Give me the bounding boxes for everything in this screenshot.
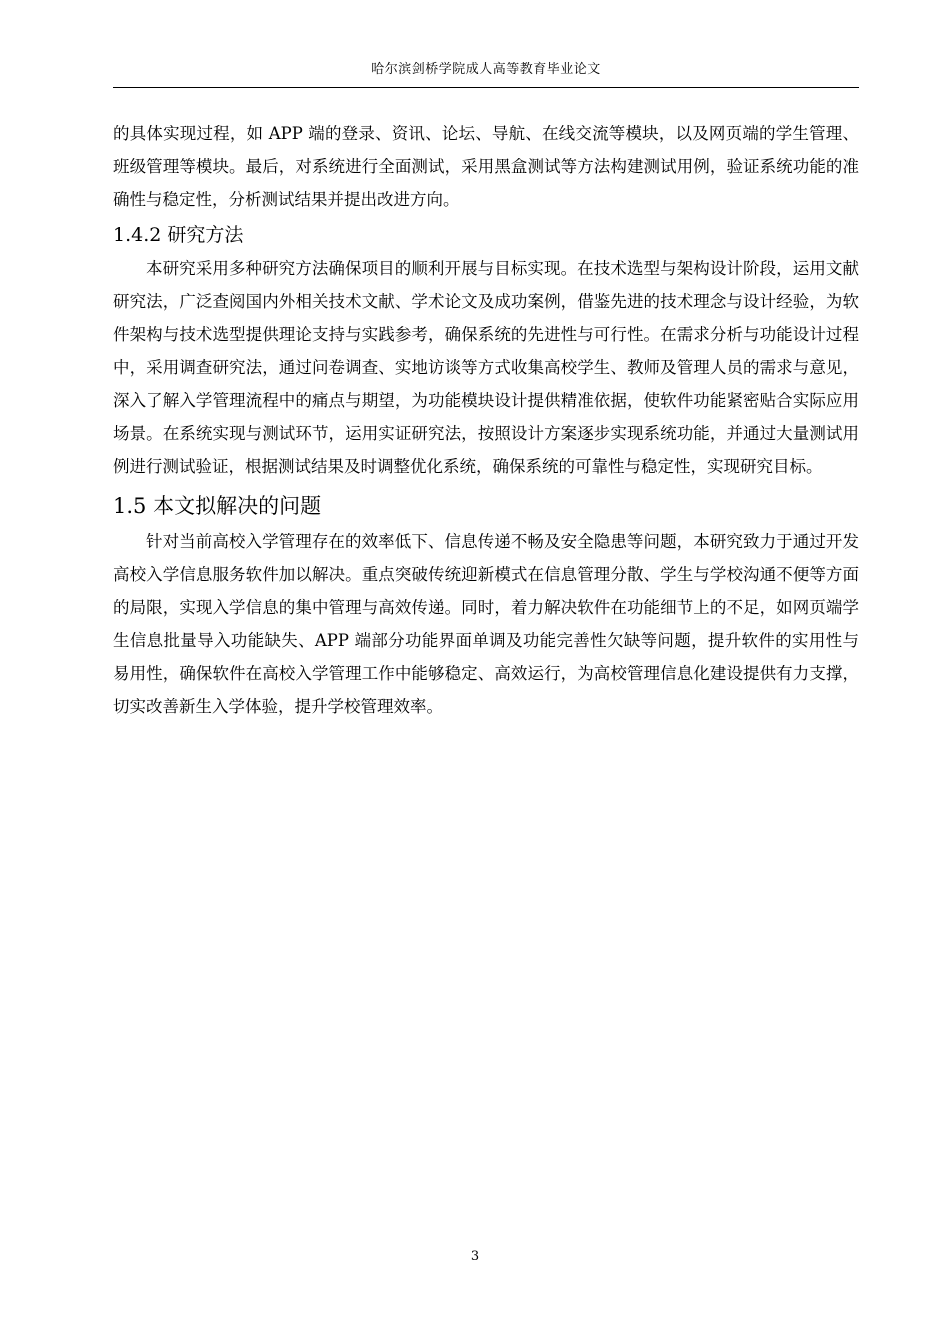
paragraph-intro-continuation: 的具体实现过程，如 APP 端的登录、资讯、论坛、导航、在线交流等模块，以及网页端的学生管理、班级管理等模块。最后，对系统进行全面测试，采用黑盒测试等方法构建测试用例，验证系统功能的准确性与稳定性，分析测试结果并提出改进方向。 bbox=[113, 124, 859, 209]
section-1-4-2-heading: 1.4.2 研究方法 bbox=[113, 224, 244, 246]
section-1-5-heading: 1.5 本文拟解决的问题 bbox=[113, 494, 322, 518]
document-body bbox=[113, 117, 859, 723]
section-1-5-paragraph: 针对当前高校入学管理存在的效率低下、信息传递不畅及安全隐患等问题，本研究致力于通过开发高校入学信息服务软件加以解决。重点突破传统迎新模式在信息管理分散、学生与学校沟通不便等方面的局限，实现入学信息的集中管理与高效传递。同时，着力解决软件在功能细节上的不足，如网页端学生信息批量导入功能缺失、APP 端部分功能界面单调及功能完善性欠缺等问题，提升软件的实用性与易用性，确保软件在高校入学管理工作中能够稳定、高效运行，为高校管理信息化建设提供有力支撑，切实改善新生入学体验，提升学校管理效率。 bbox=[113, 532, 859, 716]
page-header-title: 哈尔滨剑桥学院成人高等教育毕业论文 bbox=[371, 62, 601, 77]
page-number: 3 bbox=[470, 1249, 480, 1264]
section-1-4-2-paragraph: 本研究采用多种研究方法确保项目的顺利开展与目标实现。在技术选型与架构设计阶段，运用文献研究法，广泛查阅国内外相关技术文献、学术论文及成功案例，借鉴先进的技术理念与设计经验，为软件架构与技术选型提供理论支持与实践参考，确保系统的先进性与可行性。在需求分析与功能设计过程中，采用调查研究法，通过问卷调查、实地访谈等方式收集高校学生、教师及管理人员的需求与意见，深入了解入学管理流程中的痛点与期望，为功能模块设计提供精准依据，使软件功能紧密贴合实际应用场景。在系统实现与测试环节，运用实证研究法，按照设计方案逐步实现系统功能，并通过大量测试用例进行测试验证，根据测试结果及时调整优化系统，确保系统的可靠性与稳定性，实现研究目标。 bbox=[113, 259, 859, 476]
header-divider bbox=[113, 87, 859, 88]
